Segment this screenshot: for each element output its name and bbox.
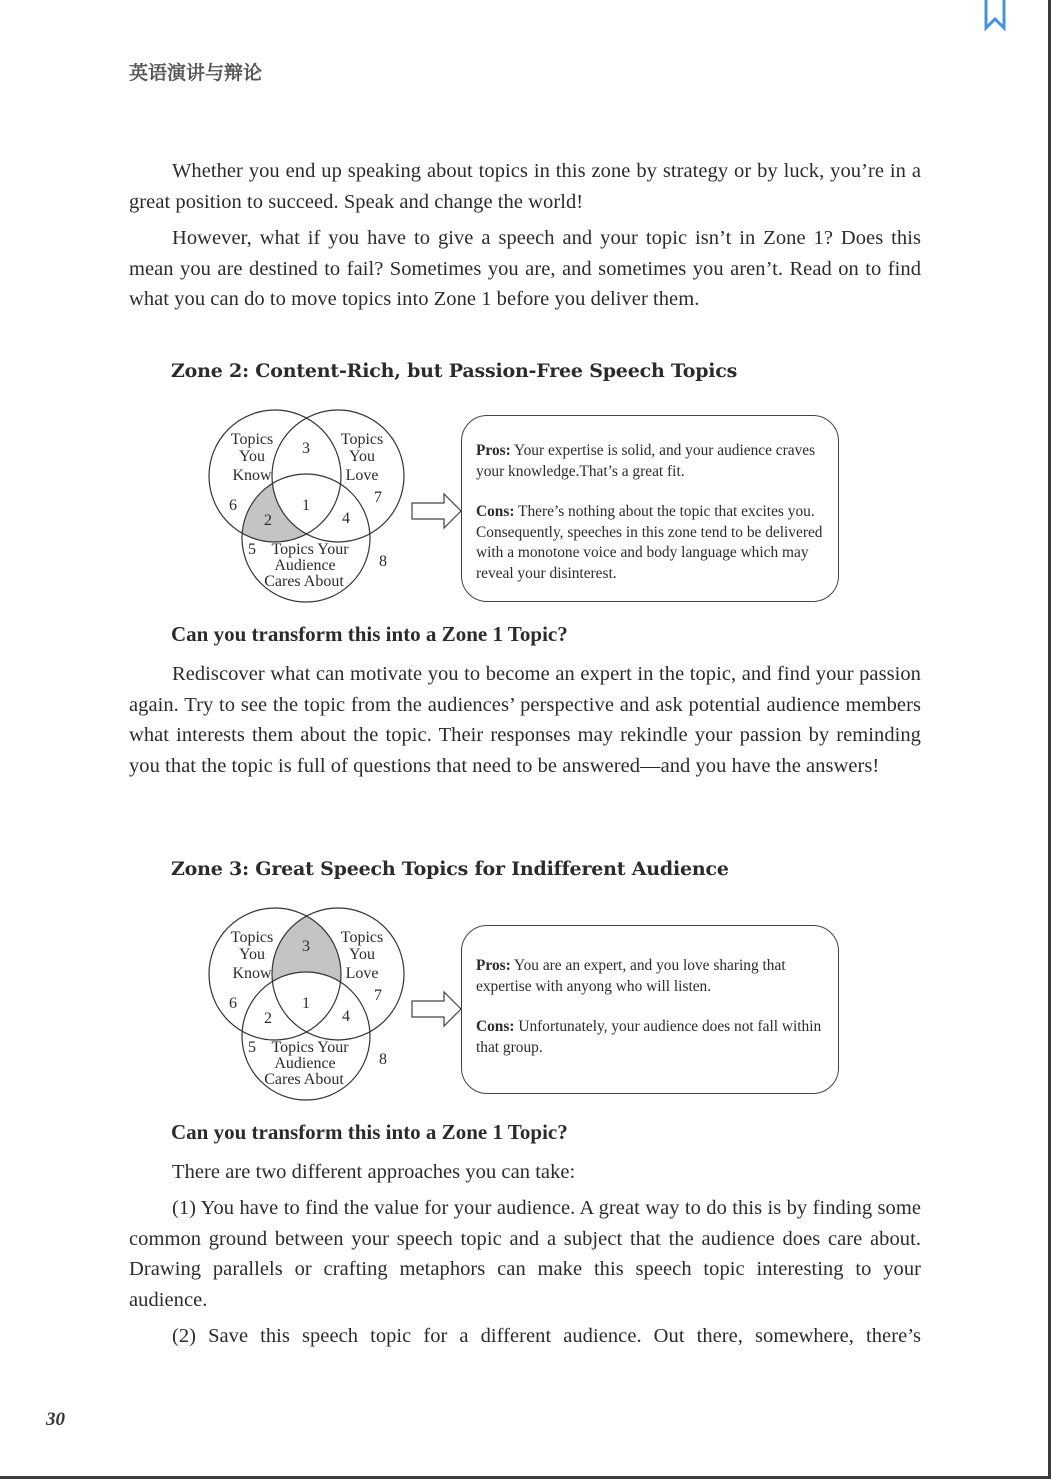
bookmark-button[interactable]: [982, 0, 1008, 32]
arrow-right-icon: [412, 494, 461, 528]
venn-label-bottom-line3: Cares About: [264, 573, 344, 590]
zone3-pros-label: Pros:: [476, 957, 511, 974]
venn-label-right-line1: Topics: [340, 929, 384, 946]
venn-label-right-line1: Topics: [340, 431, 384, 448]
zone3-approach-2-paragraph: (2) Save this speech topic for a different audience. Out there, somewhere, there’s: [172, 1325, 921, 1347]
zone3-pros-text: You are an expert, and you love sharing that expertise with anyong who will listen.: [476, 957, 786, 995]
venn-region-1: 1: [302, 995, 310, 1012]
venn-label-left-line1: Topics: [230, 431, 274, 448]
venn-region-7: 7: [374, 489, 382, 506]
venn-region-5: 5: [248, 1039, 256, 1056]
venn-region-3: 3: [302, 440, 310, 457]
venn-label-right-line3: Love: [345, 965, 379, 982]
zone3-intro-paragraph: There are two different approaches you can take:: [172, 1161, 576, 1183]
venn-label-bottom-line2: Audience: [274, 557, 336, 574]
venn-region-6: 6: [229, 497, 237, 514]
zone2-question: Can you transform this into a Zone 1 Topic?: [171, 622, 568, 646]
venn-label-bottom-line1: Topics Your: [271, 541, 349, 558]
intro-paragraph-1: Whether you end up speaking about topics in this zone by strategy or by luck, you’re in a great position to succeed. Speak and change the world!: [129, 160, 921, 213]
arrow-right-icon: [412, 992, 461, 1026]
zone2-pros-cons-box: [461, 415, 839, 602]
venn-label-bottom-line1: Topics Your: [271, 1039, 349, 1056]
zone2-cons-label: Cons:: [476, 503, 515, 521]
zone2-pros-text: Your expertise is solid, and your audience craves your knowledge.That’s a great fit.: [476, 442, 816, 480]
venn-region-7: 7: [374, 987, 382, 1004]
zone2-cons: [476, 502, 824, 584]
venn-region-2: 2: [264, 1010, 272, 1027]
venn-label-right-line2: You: [349, 448, 375, 465]
zone3-heading: Zone 3: Great Speech Topics for Indifferent Audience: [171, 858, 729, 880]
venn-region-6: 6: [229, 995, 237, 1012]
venn-label-bottom-line3: Cares About: [264, 1071, 344, 1088]
zone2-heading: Zone 2: Content-Rich, but Passion-Free Speech Topics: [171, 360, 738, 382]
zone3-pros: [476, 956, 824, 997]
venn-label-left-line2: You: [239, 448, 265, 465]
venn-label-right-line3: Love: [345, 467, 379, 484]
venn-region-2: 2: [264, 512, 272, 529]
venn-label-left-line3: Know: [232, 965, 272, 982]
intro-paragraph-2: However, what if you have to give a speech and your topic isn’t in Zone 1? Does this mean you are destined to fail? Sometimes you are, and sometimes you aren’t. Read on to find what you can do to move topics into Zone 1 before you deliver them.: [129, 227, 921, 311]
zone2-answer-paragraph: Rediscover what can motivate you to become an expert in the topic, and find your passion again. Try to see the topic from the audiences’ perspective and ask potential audience members what interests them about the topic. Their responses may rekindle your passion by reminding you that the topic is full of questions that need to be answered—and you have the answers!: [129, 663, 921, 777]
venn-region-1: 1: [302, 497, 310, 514]
zone2-venn-diagram: [200, 405, 470, 605]
venn-label-left-line2: You: [239, 946, 265, 963]
venn-region-4: 4: [342, 510, 350, 527]
zone3-approach-1-paragraph: (1) You have to find the value for your audience. A great way to do this is by finding some common ground between your speech topic and a subject that the audience does care about. Drawing parallels or crafting metaphors can make this speech topic interesting to your audience.: [129, 1197, 921, 1311]
zone3-question: Can you transform this into a Zone 1 Topic?: [171, 1120, 568, 1144]
venn-region-3: 3: [302, 938, 310, 955]
zone3-cons: [476, 1017, 824, 1058]
zone3-pros-cons-box: [461, 925, 839, 1094]
zone3-venn-diagram: [200, 903, 470, 1103]
zone2-pros: [476, 441, 824, 482]
zone3-cons-label: Cons:: [476, 1018, 515, 1036]
bookmark-icon: [982, 0, 1008, 32]
venn-region-5: 5: [248, 541, 256, 558]
zone3-cons-text: Unfortunately, your audience does not fall within that group.: [476, 1018, 822, 1056]
venn-region-8: 8: [379, 553, 387, 570]
venn-region-4: 4: [342, 1008, 350, 1025]
running-head-title: 英语演讲与辩论: [129, 62, 263, 84]
zone2-cons-text: There’s nothing about the topic that excites you. Consequently, speeches in this zone tend to be delivered with a monotone voice and body language which may reveal your disinterest.: [476, 503, 823, 582]
venn-region-8: 8: [379, 1051, 387, 1068]
page-number: 30: [46, 1409, 65, 1430]
venn-label-left-line3: Know: [232, 467, 272, 484]
venn-label-bottom-line2: Audience: [274, 1055, 336, 1072]
venn-label-left-line1: Topics: [230, 929, 274, 946]
zone2-pros-label: Pros:: [476, 442, 511, 459]
venn-label-right-line2: You: [349, 946, 375, 963]
